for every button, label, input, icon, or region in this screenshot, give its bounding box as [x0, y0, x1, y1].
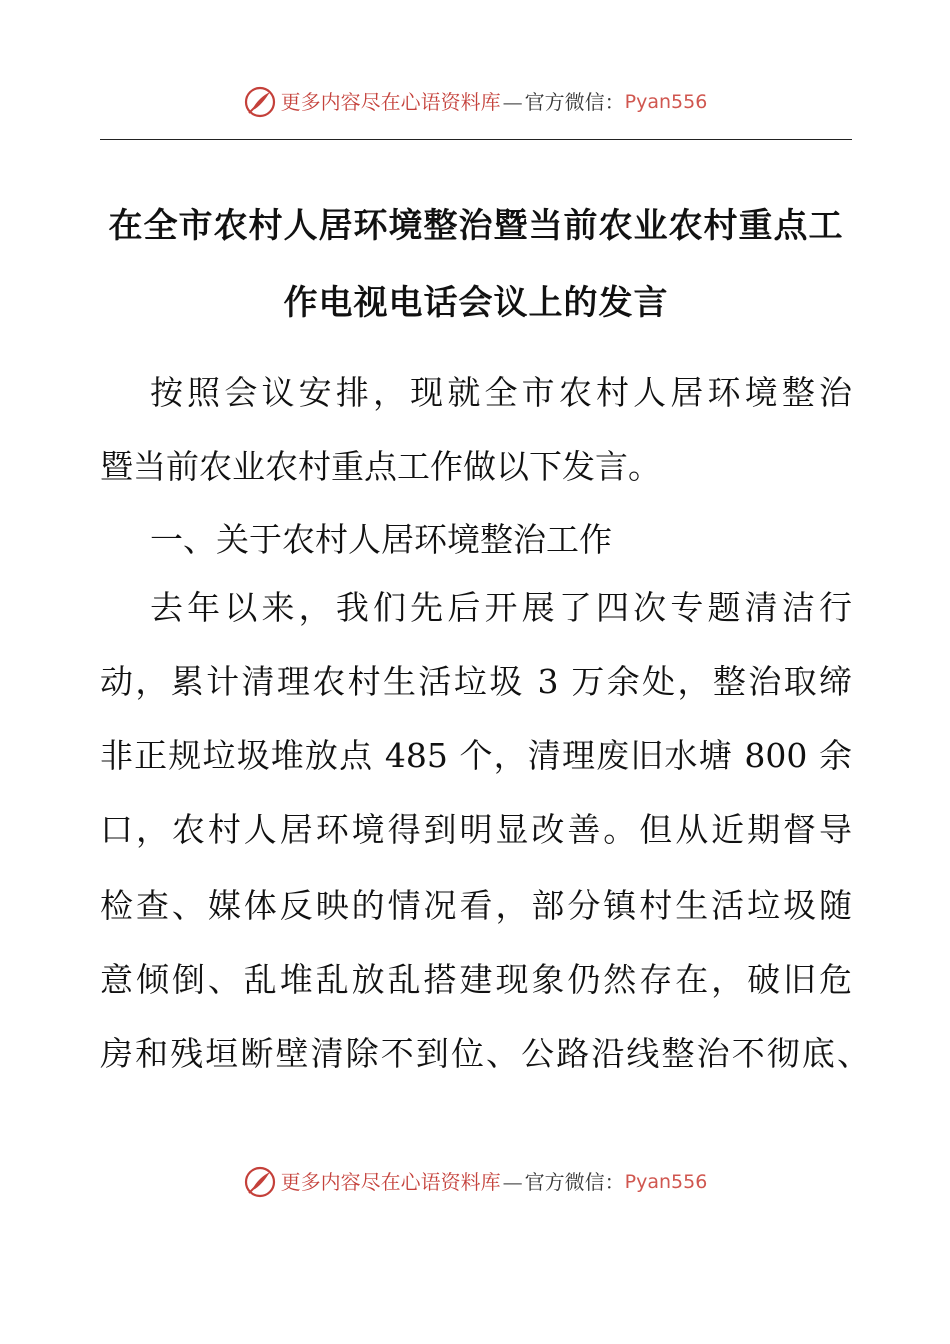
title-line: 作电视电话会议上的发言	[283, 283, 669, 323]
feather-logo-icon	[243, 85, 277, 119]
title-line: 在全市农村人居环境整治暨当前农业农村重点工	[108, 206, 844, 246]
banner-text: 更多内容尽在心语资料库	[280, 1170, 501, 1194]
banner-wechat-id: Pyan556	[624, 1171, 708, 1193]
body-line: 检查、媒体反映的情况看，部分镇村生活垃圾随	[100, 886, 852, 925]
section-heading: 一、关于农村人居环境整治工作	[150, 520, 612, 559]
body-line: 口，农村人居环境得到明显改善。但从近期督导	[100, 810, 852, 849]
banner-dash: —	[502, 1170, 523, 1194]
body-line: 暨当前农业农村重点工作做以下发言。	[100, 447, 661, 486]
banner-label: 官方微信：	[524, 90, 625, 114]
header-watermark	[0, 82, 950, 122]
banner-wechat-id: Pyan556	[624, 91, 708, 113]
body-line: 按照会议安排，现就全市农村人居环境整治	[150, 373, 852, 412]
body-line: 意倾倒、乱堆乱放乱搭建现象仍然存在，破旧危	[100, 960, 852, 999]
header-divider	[100, 139, 852, 140]
body-line: 非正规垃圾堆放点 485 个，清理废旧水塘 800 余	[100, 736, 852, 775]
body-line: 房和残垣断壁清除不到位、公路沿线整治不彻底、	[100, 1034, 870, 1073]
document-title	[100, 188, 852, 342]
banner-text: 更多内容尽在心语资料库	[280, 90, 501, 114]
body-line: 去年以来，我们先后开展了四次专题清洁行	[150, 588, 852, 627]
body-line: 动，累计清理农村生活垃圾 3 万余处，整治取缔	[100, 662, 852, 701]
feather-logo-icon	[243, 1165, 277, 1199]
banner-label: 官方微信：	[524, 1170, 625, 1194]
banner-dash: —	[502, 90, 523, 114]
footer-watermark	[0, 1162, 950, 1202]
